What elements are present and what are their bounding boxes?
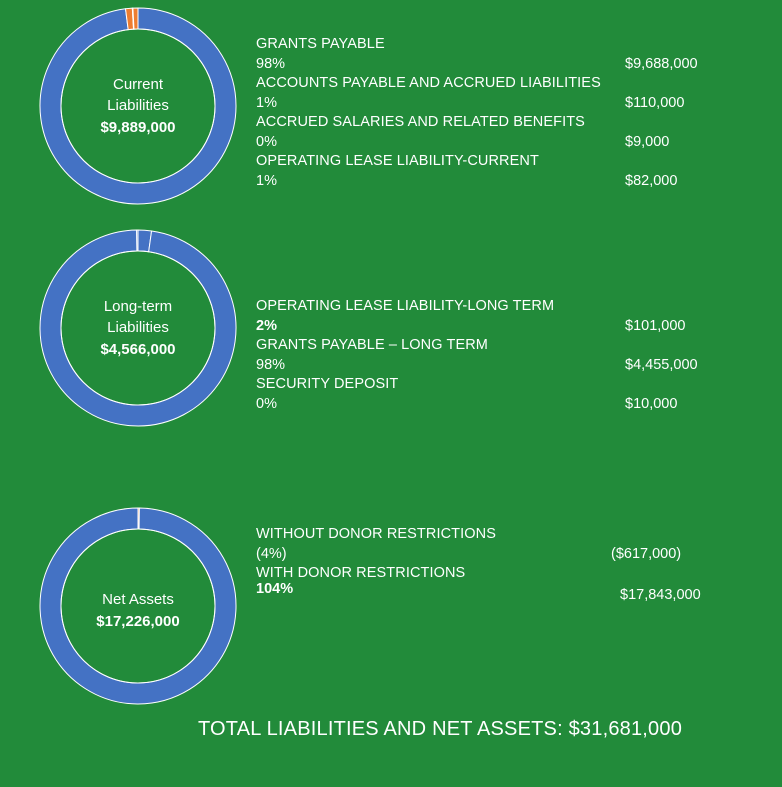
donut-title-line1: Net Assets	[102, 590, 174, 608]
current-liabilities-label	[38, 6, 238, 206]
item-label: SECURITY DEPOSIT	[256, 376, 399, 392]
item-percent: 1%	[256, 173, 277, 189]
item-amount: $9,688,000	[625, 56, 698, 72]
donut-title-line1: Long-term	[103, 298, 173, 315]
item-percent: 104%	[256, 581, 294, 597]
total-liabilities-net-assets: TOTAL LIABILITIES AND NET ASSETS: $31,681,000	[197, 718, 683, 740]
item-amount: $17,843,000	[620, 587, 701, 603]
longterm-liabilities-items	[256, 298, 756, 415]
item-percent: 1%	[256, 95, 277, 111]
item-label: GRANTS PAYABLE – LONG TERM	[256, 337, 488, 353]
legend-item	[256, 114, 756, 153]
donut-total: $4,566,000	[100, 341, 176, 358]
donut-total: $17,226,000	[96, 612, 180, 630]
item-label: WITHOUT DONOR RESTRICTIONS	[256, 526, 496, 542]
net-assets-donut	[38, 506, 238, 706]
item-percent: 98%	[256, 357, 286, 373]
item-label: WITH DONOR RESTRICTIONS	[256, 565, 466, 581]
item-amount: $4,455,000	[625, 357, 698, 373]
item-percent: 0%	[256, 134, 277, 150]
item-percent: (4%)	[256, 546, 287, 562]
item-amount: $9,000	[625, 134, 670, 150]
item-amount: $82,000	[625, 173, 678, 189]
item-amount: ($617,000)	[611, 546, 682, 562]
donut-title-line1: Current	[112, 76, 164, 93]
legend-item	[256, 36, 756, 75]
legend-item	[256, 565, 756, 604]
item-label: OPERATING LEASE LIABILITY-CURRENT	[256, 153, 539, 169]
donut-total: $9,889,000	[100, 119, 176, 136]
item-amount: $10,000	[625, 396, 678, 412]
legend-item	[256, 337, 756, 376]
item-label: OPERATING LEASE LIABILITY-LONG TERM	[256, 298, 555, 314]
net-assets-label	[38, 506, 238, 706]
legend-item	[256, 75, 756, 114]
donut-title-line2: Liabilities	[107, 319, 169, 336]
item-percent: 2%	[256, 318, 277, 334]
item-amount: $110,000	[625, 95, 685, 111]
net-assets-items	[256, 526, 756, 604]
item-label: ACCRUED SALARIES AND RELATED BENEFITS	[256, 114, 585, 130]
longterm-liabilities-label	[38, 228, 238, 428]
item-label: ACCOUNTS PAYABLE AND ACCRUED LIABILITIES	[256, 75, 601, 91]
legend-item	[256, 376, 756, 415]
current-liabilities-items	[256, 36, 756, 192]
item-amount: $101,000	[625, 318, 686, 334]
longterm-liabilities-donut	[38, 228, 238, 428]
current-liabilities-donut	[38, 6, 238, 206]
item-percent: 0%	[256, 396, 277, 412]
legend-item	[256, 526, 756, 565]
legend-item	[256, 153, 756, 192]
donut-title-line2: Liabilities	[107, 97, 169, 114]
item-label: GRANTS PAYABLE	[256, 36, 385, 52]
item-percent: 98%	[256, 56, 286, 72]
legend-item	[256, 298, 756, 337]
